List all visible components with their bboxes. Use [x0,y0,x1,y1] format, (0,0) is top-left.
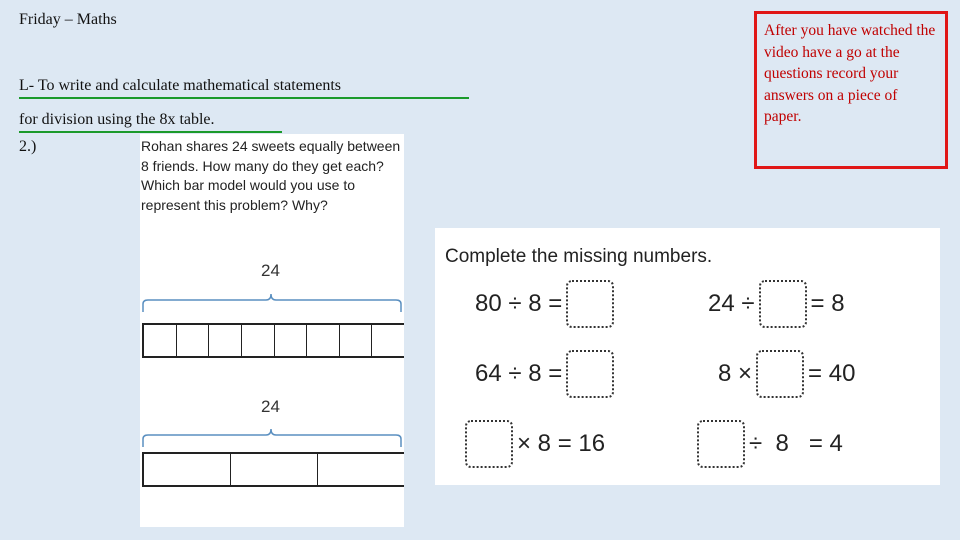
bar-segment [231,454,318,485]
equation-4-left: 8 × [718,360,753,387]
bar-model-2-bars [142,452,404,487]
bar-model-2-brace [140,425,404,449]
instruction-text: After you have watched the video have a go at the questions record your answers on a piece of paper. [764,22,936,126]
bar-model-1-total: 24 [261,261,280,280]
equation-6 [693,418,843,470]
bar-segment [372,325,404,356]
bar-segment [144,325,177,356]
equation-5 [461,418,605,470]
bar-segment [177,325,210,356]
equation-3-left: 64 ÷ 8 = [475,360,563,387]
bar-segment [209,325,242,356]
equation-5-right: × 8 = 16 [517,430,606,457]
word-problem-text: Rohan shares 24 sweets equally between 8 friends. How many do they get each? Which bar model would you use to represent this problem? Why? [141,138,401,213]
question-number: 2.) [19,138,37,155]
bar-model-worksheet [140,134,404,527]
bar-model-1-brace [140,290,404,314]
bar-segment [307,325,340,356]
bar-model-2-total: 24 [261,397,280,416]
worksheet-heading: Complete the missing numbers. [445,246,713,267]
equation-3 [475,348,618,400]
equation-4 [718,348,855,400]
equation-6-right: ÷ 8 = 4 [749,430,843,457]
objective-line-2: for division using the 8x table. [19,109,282,133]
bar-segment [242,325,275,356]
missing-numbers-worksheet [435,228,940,485]
equation-4-right: = 40 [808,360,856,387]
answer-box [759,280,807,328]
objective-line-1: L- To write and calculate mathematical statements [19,75,469,99]
bar-segment [144,454,231,485]
equation-2-left: 24 ÷ [708,290,755,317]
answer-box [566,280,614,328]
instruction-note [754,11,948,169]
answer-box [756,350,804,398]
answer-box [697,420,745,468]
answer-box [566,350,614,398]
equation-1-left: 80 ÷ 8 = [475,290,563,317]
bar-segment [340,325,373,356]
page-title: Friday – Maths [19,11,117,28]
bar-model-1-bars [142,323,404,358]
bar-segment [275,325,308,356]
equation-1 [475,278,618,330]
answer-box [465,420,513,468]
learning-objective [19,75,479,143]
equation-2-right: = 8 [810,290,845,317]
equation-2 [708,278,845,330]
bar-segment [318,454,404,485]
